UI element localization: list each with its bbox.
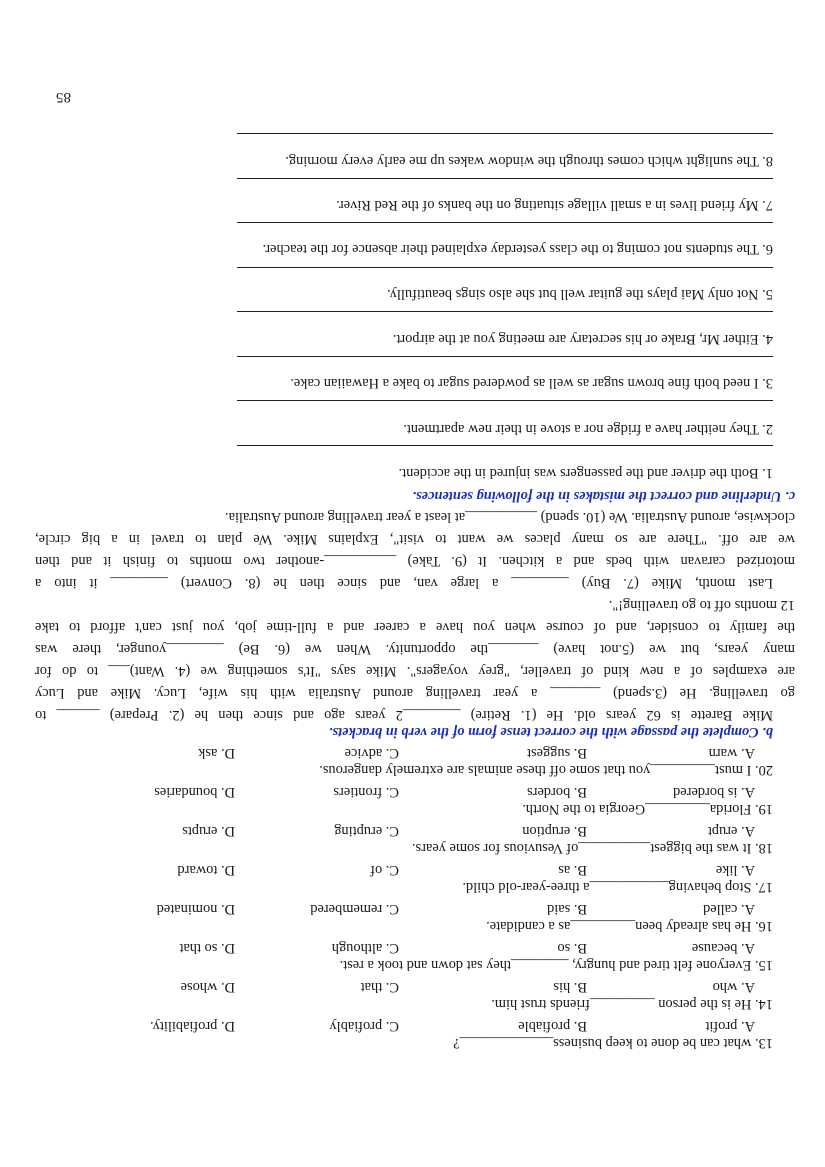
question-17-stem: 17. Stop behaving___________a three-year-old child. [462, 879, 773, 895]
answer-line [237, 356, 773, 357]
section-c-heading: c. Underline and correct the mistakes in the following sentences. [412, 488, 795, 504]
question-20-option-c: C. advice [344, 745, 399, 761]
question-13-stem: 13. what can be done to keep business_____________? [453, 1035, 773, 1051]
question-20-option-d: D. ask [198, 745, 235, 761]
question-13-option-c: C. profiably [329, 1018, 399, 1034]
question-20-option-a: A. warn [708, 745, 755, 761]
question-15-option-d: D. so that [179, 940, 235, 956]
answer-line [237, 267, 773, 268]
page-number: 85 [56, 89, 71, 105]
sentence-5: 5. Not only Mai plays the guitar well but she also sings beautifully. [387, 286, 773, 302]
question-19-option-b: B. borders [527, 784, 587, 800]
answer-line [237, 222, 773, 223]
question-17-option-c: C. of [370, 862, 399, 878]
answer-line [237, 178, 773, 179]
sentence-2: 2. They neither have a fridge nor a stove in their new apartment. [403, 421, 773, 437]
question-16-option-c: C. remembered [310, 901, 399, 917]
question-16-stem: 16. He has already been_________as a candidate. [486, 918, 773, 934]
question-14-option-c: C. that [360, 979, 399, 995]
question-16-option-d: D. nominated [156, 901, 235, 917]
question-14-option-a: A. who [712, 979, 755, 995]
question-18-option-a: A. erupt [707, 823, 755, 839]
question-19-option-d: D. boundaries [154, 784, 235, 800]
question-13-option-a: A. profit [705, 1018, 755, 1034]
question-20-stem: 20. I must_________you that some off these animals are extremely dangerous. [319, 762, 773, 778]
question-17-option-d: D. toward [177, 862, 235, 878]
question-13-option-b: B. profiable [518, 1018, 587, 1034]
question-16-option-a: A. called [703, 901, 755, 917]
answer-line [237, 311, 773, 312]
question-15-stem: 15. Everyone felt tired and hungry, ________they sat down and took a rest. [339, 957, 773, 973]
passage-line: we are off. "There are so many places we want to visit", Explains Mike. We plan to travel in a big circle, [35, 531, 795, 547]
answer-line [237, 133, 773, 134]
passage-line: are examples of a new kind of traveller, "grey voyagers". Mike says "It's something we (4. Want)___ to do for [35, 663, 795, 679]
question-18-stem: 18. It was the biggest__________of Vesuvious for some years. [411, 840, 773, 856]
sentence-4: 4. Either Mr, Brake or his secretary are meeting you at the airport. [392, 331, 773, 347]
question-15-option-c: C. although [331, 940, 399, 956]
sentence-8: 8. The sunlight which comes through the window wakes up me early every morning. [285, 153, 773, 169]
question-15-option-a: A. because [691, 940, 755, 956]
passage-line: motorized caravan with beds and a kitchen. It (9. Take) __________-another two months to finish it and then [35, 553, 795, 569]
passage-line: Mike Barette is 62 years old. He (1. Retire) ________2 years ago and since then he (2. Prepare) ______ to [35, 707, 773, 723]
question-14-option-d: D. whose [180, 979, 235, 995]
answer-line [237, 445, 773, 446]
question-18-option-d: D. erupts [182, 823, 235, 839]
passage-line: Last month, Mike (7. Buy) ________ a large van, and since then he (8. Convert) ________ it into a [35, 575, 773, 591]
section-b-heading: b. Complete the passage with the correct tense form of the verb in brackets. [328, 724, 773, 740]
question-13-option-d: D. profiability. [150, 1018, 235, 1034]
sentence-3: 3. I need both fine brown sugar as well as powdered sugar to bake a Hawaiian cake. [290, 375, 773, 391]
question-17-option-b: B. as [558, 862, 587, 878]
question-14-stem: 14. He is the person _________friends trust him. [491, 996, 773, 1012]
question-19-option-c: C. frontiers [333, 784, 399, 800]
answer-line [237, 400, 773, 401]
question-14-option-b: B. his [553, 979, 587, 995]
question-15-option-b: B. so [557, 940, 587, 956]
passage-line: the family to consider, and of course when you have a career and a full-time job, you just can't afford to take [35, 619, 795, 635]
passage-line: clockwise, around Australia. We (10. spend) __________at least a year travelling around Australia. [224, 509, 795, 525]
question-19-option-a: A. is bordered [673, 784, 755, 800]
passage-line: many years, but we (5.not have) _______the opportunity. When we (6. Be) ________younger, there was [35, 641, 795, 657]
question-17-option-a: A. like [715, 862, 755, 878]
question-18-option-c: C. erupting [334, 823, 399, 839]
sentence-6: 6. The students not coming to the class yesterday explained their absence for the teacher. [262, 241, 773, 257]
question-16-option-b: B. said [547, 901, 587, 917]
passage-line: 12 months off to go travelling!". [608, 597, 795, 613]
question-20-option-b: B. suggest [527, 745, 587, 761]
passage-line: go travelling. He (3.spend) _______ a year travelling around Australia with his wife, Lucy. Mike and Lucy [35, 685, 795, 701]
question-19-stem: 19. Florida_________Georgia to the North. [522, 801, 773, 817]
sentence-7: 7. My friend lives in a small village situating on the banks of the Red River. [336, 197, 773, 213]
question-18-option-b: B. eruption [522, 823, 587, 839]
sentence-1: 1. Both the driver and the passengers was injured in the accident. [398, 465, 773, 481]
